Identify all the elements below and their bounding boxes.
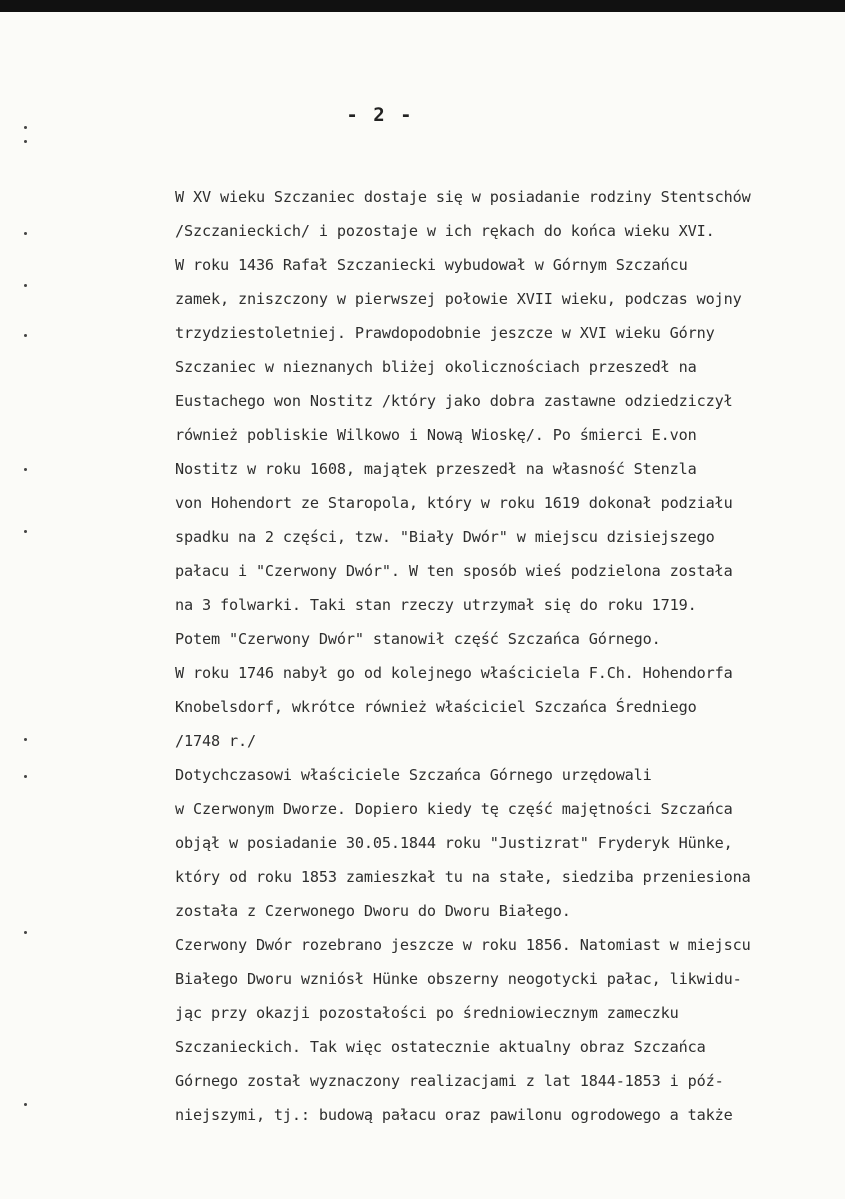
- text-line: Eustachego won Nostitz /który jako dobra zastawne odziedziczył: [175, 392, 733, 410]
- text-line: Szczanieckich. Tak więc ostatecznie aktualny obraz Szczańca: [175, 1038, 706, 1056]
- margin-mark: [24, 126, 27, 129]
- body-text: [175, 180, 825, 1132]
- margin-mark: [24, 775, 27, 778]
- text-line: Nostitz w roku 1608, majątek przeszedł na własność Stenzla: [175, 460, 697, 478]
- text-line: również pobliskie Wilkowo i Nową Wioskę/. Po śmierci E.von: [175, 426, 697, 444]
- text-line: na 3 folwarki. Taki stan rzeczy utrzymał się do roku 1719.: [175, 596, 697, 614]
- margin-mark: [24, 232, 27, 235]
- text-line: Górnego został wyznaczony realizacjami z lat 1844-1853 i póź-: [175, 1072, 724, 1090]
- text-line: jąc przy okazji pozostałości po średniowiecznym zameczku: [175, 1004, 679, 1022]
- scan-top-edge: [0, 0, 845, 12]
- text-line: pałacu i "Czerwony Dwór". W ten sposób wieś podzielona została: [175, 562, 733, 580]
- text-line: W roku 1746 nabył go od kolejnego właściciela F.Ch. Hohendorfa: [175, 664, 733, 682]
- text-line: /Szczanieckich/ i pozostaje w ich rękach do końca wieku XVI.: [175, 222, 715, 240]
- text-line: Białego Dworu wzniósł Hünke obszerny neogotycki pałac, likwidu-: [175, 970, 742, 988]
- margin-mark: [24, 334, 27, 337]
- text-line: została z Czerwonego Dworu do Dworu Białego.: [175, 902, 571, 920]
- text-line: w Czerwonym Dworze. Dopiero kiedy tę część majętności Szczańca: [175, 800, 733, 818]
- text-line: objął w posiadanie 30.05.1844 roku "Justizrat" Fryderyk Hünke,: [175, 834, 733, 852]
- text-line: von Hohendort ze Staropola, który w roku 1619 dokonał podziału: [175, 494, 733, 512]
- text-line: /1748 r./: [175, 732, 256, 750]
- text-line: Czerwony Dwór rozebrano jeszcze w roku 1856. Natomiast w miejscu: [175, 936, 751, 954]
- text-line: Dotychczasowi właściciele Szczańca Górnego urzędowali: [175, 766, 652, 784]
- text-line: Potem "Czerwony Dwór" stanowił część Szczańca Górnego.: [175, 630, 661, 648]
- margin-mark: [24, 284, 27, 287]
- text-line: W XV wieku Szczaniec dostaje się w posiadanie rodziny Stentschów: [175, 188, 751, 206]
- text-line: niejszymi, tj.: budową pałacu oraz pawilonu ogrodowego a także: [175, 1106, 733, 1124]
- text-line: W roku 1436 Rafał Szczaniecki wybudował w Górnym Szczańcu: [175, 256, 688, 274]
- margin-mark: [24, 140, 27, 143]
- text-line: zamek, zniszczony w pierwszej połowie XVII wieku, podczas wojny: [175, 290, 742, 308]
- margin-mark: [24, 931, 27, 934]
- text-line: który od roku 1853 zamieszkał tu na stałe, siedziba przeniesiona: [175, 868, 751, 886]
- text-line: trzydziestoletniej. Prawdopodobnie jeszcze w XVI wieku Górny: [175, 324, 715, 342]
- margin-mark: [24, 738, 27, 741]
- page-number: - 2 -: [346, 104, 414, 126]
- margin-mark: [24, 468, 27, 471]
- margin-mark: [24, 1103, 27, 1106]
- text-line: Szczaniec w nieznanych bliżej okolicznościach przeszedł na: [175, 358, 697, 376]
- margin-mark: [24, 530, 27, 533]
- text-line: spadku na 2 części, tzw. "Biały Dwór" w miejscu dzisiejszego: [175, 528, 715, 546]
- text-line: Knobelsdorf, wkrótce również właściciel Szczańca Średniego: [175, 698, 697, 716]
